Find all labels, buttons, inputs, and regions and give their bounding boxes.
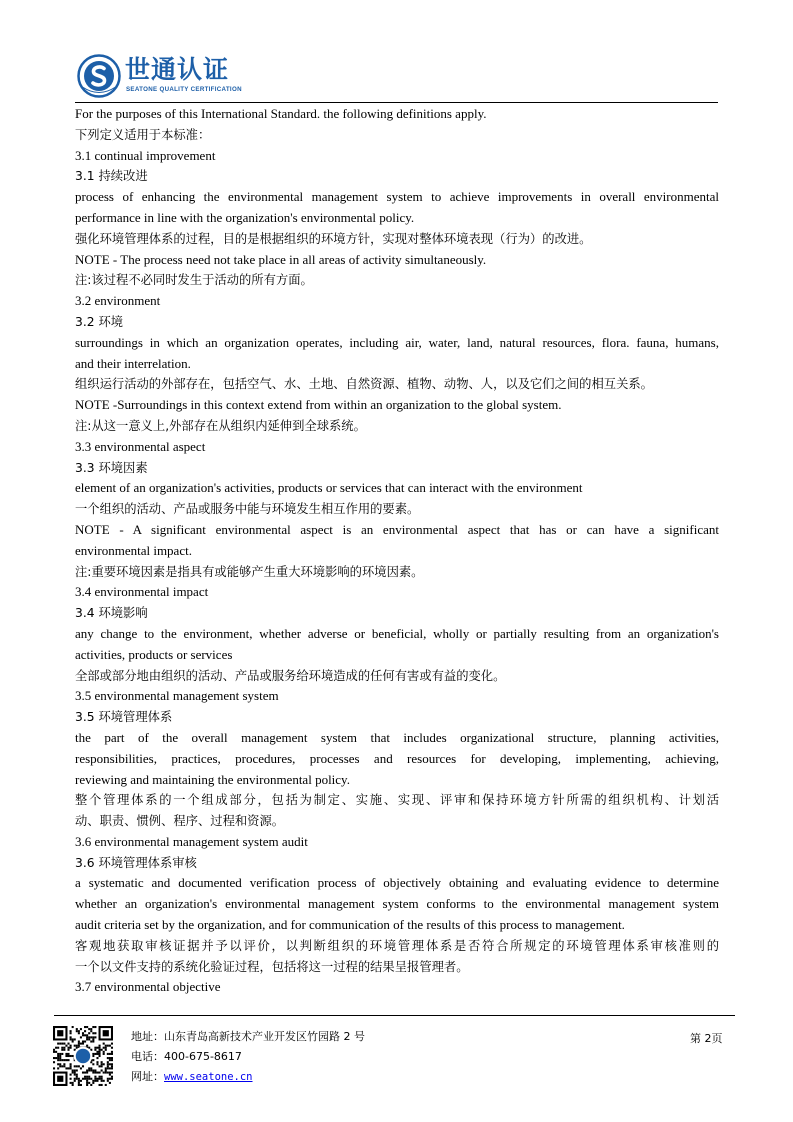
document-body (75, 104, 719, 998)
body-line-english: 3.6 environmental management system audit (75, 833, 308, 849)
body-line-english: whether an organization's environmental management system conforms to the environmental management system (75, 896, 719, 912)
body-line-chinese: 强化环境管理体系的过程，目的是根据组织的环境方针，实现对整体环境表现（行为）的改进。 (75, 231, 592, 246)
page-number: 第 2页 (690, 1032, 723, 1045)
body-line-english: 3.4 environmental impact (75, 584, 209, 600)
footer-website (131, 1070, 253, 1084)
body-line-chinese: 全部或部分地由组织的活动、产品或服务给环境造成的任何有害或有益的变化。 (75, 668, 506, 683)
website-link[interactable]: www.seatone.cn (164, 1071, 253, 1083)
body-line-chinese: 3.4 环境影响 (75, 606, 148, 621)
body-line-english: activities, products or services (75, 646, 233, 662)
body-line-chinese: 注:重要环境因素是指具有或能够产生重大环境影响的环境因素。 (75, 564, 424, 579)
body-line-english: 3.7 environmental objective (75, 979, 221, 995)
body-line-english: environmental impact. (75, 542, 192, 558)
body-line-english: NOTE - The process need not take place in all areas of activity simultaneously. (75, 251, 487, 267)
page-header (75, 52, 718, 104)
body-line-chinese: 整个管理体系的一个组成部分，包括为制定、实施、实现、评审和保持环境方针所需的组织机构、计划活 (75, 793, 719, 808)
body-line-chinese: 一个以文件支持的系统化验证过程，包括将这一过程的结果呈报管理者。 (75, 959, 469, 974)
logo-chinese-name: 世通认证 (125, 55, 230, 84)
logo-english-name: SEATONE QUALITY CERTIFICATION (126, 86, 242, 93)
body-line-chinese: 注:该过程不必同时发生于活动的所有方面。 (75, 273, 313, 288)
footer-phone: 电话：400-675-8617 (131, 1050, 242, 1063)
body-line-english: audit criteria set by the organization, and for communication of the results of this process to management. (75, 917, 625, 933)
body-line-english: element of an organization's activities, products or services that can interact with the environment (75, 480, 583, 496)
body-line-chinese: 一个组织的活动、产品或服务中能与环境发生相互作用的要素。 (75, 502, 420, 517)
body-line-chinese: 动、职责、惯例、程序、过程和资源。 (75, 814, 285, 829)
body-line-english: 3.1 continual improvement (75, 147, 216, 163)
body-line-chinese: 下列定义适用于本标准： (75, 127, 211, 142)
seatone-logo-icon (77, 54, 121, 98)
qr-code-icon (53, 1026, 113, 1086)
body-line-english: For the purposes of this International Standard. the following definitions apply. (75, 106, 487, 121)
body-line-chinese: 3.2 环境 (75, 314, 124, 329)
body-line-chinese: 客观地获取审核证据并予以评价，以判断组织的环境管理体系是否符合所规定的环境管理体系审核准则的 (75, 938, 719, 953)
header-divider (75, 102, 718, 103)
body-line-english: NOTE -Surroundings in this context extend from within an organization to the global system. (75, 397, 562, 413)
body-line-english: process of enhancing the environmental management system to achieve improvements in overall environmental (75, 189, 719, 205)
body-line-english: any change to the environment, whether adverse or beneficial, wholly or partially resulting from an organization's (75, 625, 719, 641)
body-line-english: a systematic and documented verification process of objectively obtaining and evaluating evidence to determine (75, 875, 719, 891)
body-line-english: 3.2 environment (75, 293, 161, 309)
body-line-chinese: 注:从这一意义上,外部存在从组织内延伸到全球系统。 (75, 418, 366, 433)
body-line-english: 3.3 environmental aspect (75, 438, 206, 454)
body-line-english: the part of the overall management system that includes organizational structure, planning activities, (75, 729, 719, 745)
body-line-chinese: 3.6 环境管理体系审核 (75, 855, 197, 870)
body-line-chinese: 组织运行活动的外部存在，包括空气、水、土地、自然资源、植物、动物、人，以及它们之间的相互关系。 (75, 377, 653, 392)
footer-address: 地址：山东青岛高新技术产业开发区竹园路 2 号 (131, 1030, 365, 1043)
body-line-english: responsibilities, practices, procedures, processes and resources for developing, implementing, achieving, (75, 750, 719, 766)
body-line-english: reviewing and maintaining the environmental policy. (75, 771, 350, 787)
body-line-english: performance in line with the organization's environmental policy. (75, 209, 415, 225)
body-line-english: NOTE - A significant environmental aspect is an environmental aspect that has or can have a significant (75, 521, 719, 537)
body-line-english: and their interrelation. (75, 355, 191, 371)
footer-divider (54, 1015, 735, 1016)
body-line-english: 3.5 environmental management system (75, 688, 279, 704)
body-line-chinese: 3.5 环境管理体系 (75, 710, 173, 725)
footer-website-label: 网址： (131, 1070, 164, 1083)
body-line-chinese: 3.1 持续改进 (75, 169, 148, 184)
body-line-english: surroundings in which an organization operates, including air, water, land, natural resources, flora. fauna, humans, (75, 334, 719, 350)
body-line-chinese: 3.3 环境因素 (75, 460, 148, 475)
